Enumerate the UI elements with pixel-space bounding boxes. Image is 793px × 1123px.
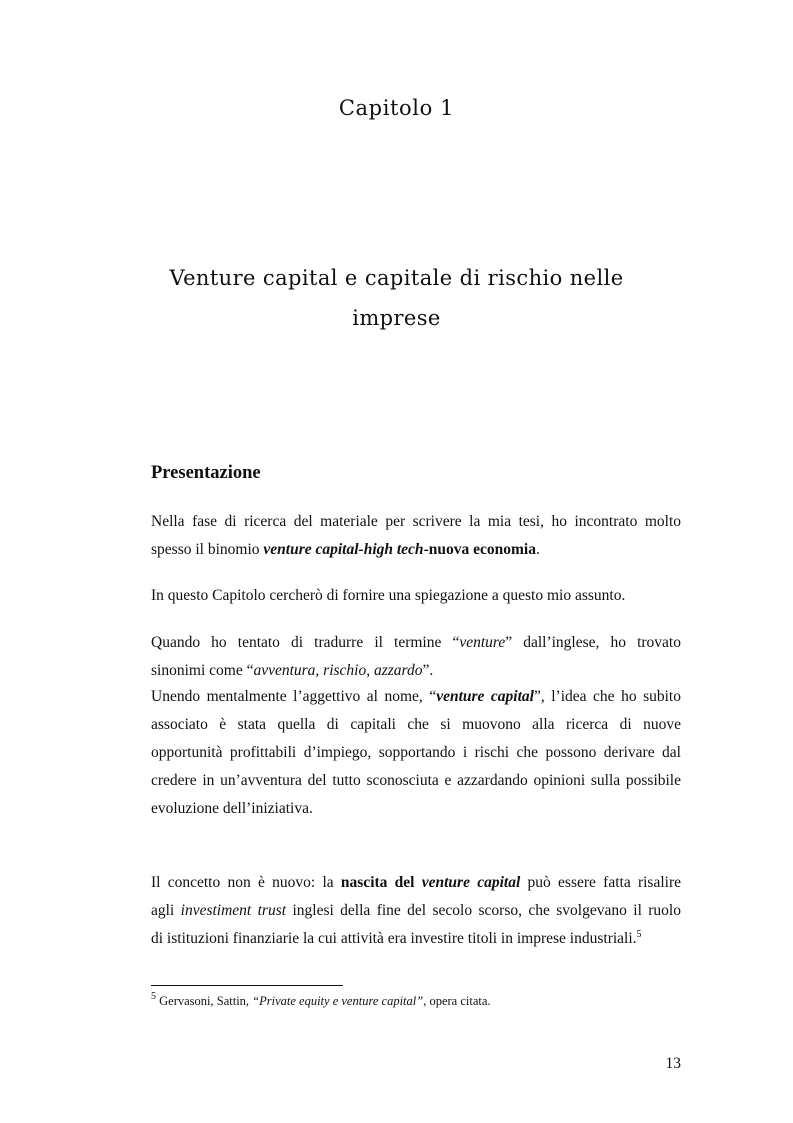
paragraph-5-line-1 — [151, 869, 681, 897]
footnote — [151, 991, 681, 1011]
footnote-cited-title: “Private equity e venture capital” — [252, 994, 424, 1008]
paragraph-4-line-1 — [151, 683, 681, 711]
paragraph-3-line-2 — [151, 657, 681, 685]
text-run: può essere fatta risalire — [520, 874, 681, 891]
paragraph-2 — [151, 582, 681, 610]
paragraph-4-line-2: associato è stata quella di capitali che si muovono alla ricerca di nuove — [151, 716, 681, 733]
chapter-title — [0, 258, 793, 338]
emphasis-venture-capital-high-tech: venture capital-high tech — [263, 541, 424, 558]
paragraph-5-line-3 — [151, 925, 681, 953]
text-run: ” dall’inglese, ho trovato — [505, 634, 681, 651]
paragraph-5-line-2 — [151, 897, 681, 925]
chapter-title-line-1: Venture capital e capitale di rischio nelle — [169, 266, 624, 290]
emphasis-investiment-trust: investiment trust — [180, 902, 287, 919]
text-run: Il concetto non è nuovo: la — [151, 874, 341, 891]
paragraph-3-line-1 — [151, 629, 681, 657]
footnote-text: Gervasoni, Sattin, — [156, 994, 253, 1008]
emphasis-nuova-economia: -nuova economia — [423, 541, 536, 558]
section-heading: Presentazione — [151, 463, 261, 483]
footnote-divider — [151, 985, 343, 986]
emphasis-venture-capital: venture capital — [436, 688, 534, 705]
paragraph-1-line-1: Nella fase di ricerca del materiale per scrivere la mia tesi, ho incontrato molto — [151, 513, 681, 530]
text-run: agli — [151, 902, 181, 919]
paragraph-3 — [151, 629, 681, 685]
footnote-marker: 5 — [151, 991, 156, 1002]
text-run: . — [535, 541, 540, 558]
emphasis-venture: venture — [459, 634, 506, 651]
paragraph-5 — [151, 869, 681, 953]
footnote-reference[interactable]: 5 — [636, 929, 642, 940]
paragraph-1 — [151, 508, 681, 564]
text-run: ”. — [422, 662, 434, 679]
paragraph-1-line-2 — [151, 536, 681, 564]
text-run: ”, l’idea che ho subito — [533, 688, 681, 705]
paragraph-4-line-5: evoluzione dell’iniziativa. — [151, 800, 313, 817]
text-run: inglesi della fine del secolo scorso, che svolgevano il ruolo — [286, 902, 681, 919]
paragraph-4-line-4: credere in un’avventura del tutto sconosciuta e azzardando opinioni sulla possibile — [151, 772, 681, 789]
text-run: di istituzioni finanziarie la cui attività era investire titoli in imprese industriali. — [151, 930, 637, 947]
page-number: 13 — [665, 1055, 681, 1072]
paragraph-2-line-1: In questo Capitolo cercherò di fornire una spiegazione a questo mio assunto. — [151, 587, 626, 604]
footnote-text: , opera citata. — [423, 994, 491, 1008]
text-run: spesso il binomio — [151, 541, 264, 558]
emphasis-synonyms: avventura, rischio, azzardo — [253, 662, 423, 679]
paragraph-4 — [151, 683, 681, 823]
chapter-title-line-2: imprese — [352, 306, 441, 330]
paragraph-4-line-3: opportunità profittabili d’impiego, sopportando i rischi che possono derivare dal — [151, 744, 681, 761]
emphasis-venture-capital: venture capital — [421, 874, 521, 891]
chapter-label: Capitolo 1 — [338, 96, 455, 120]
text-run: Unendo mentalmente l’aggettivo al nome, “ — [151, 688, 437, 705]
text-run: sinonimi come “ — [151, 662, 254, 679]
emphasis-nascita-del: nascita del — [340, 874, 422, 891]
text-run: Quando ho tentato di tradurre il termine “ — [151, 634, 460, 651]
